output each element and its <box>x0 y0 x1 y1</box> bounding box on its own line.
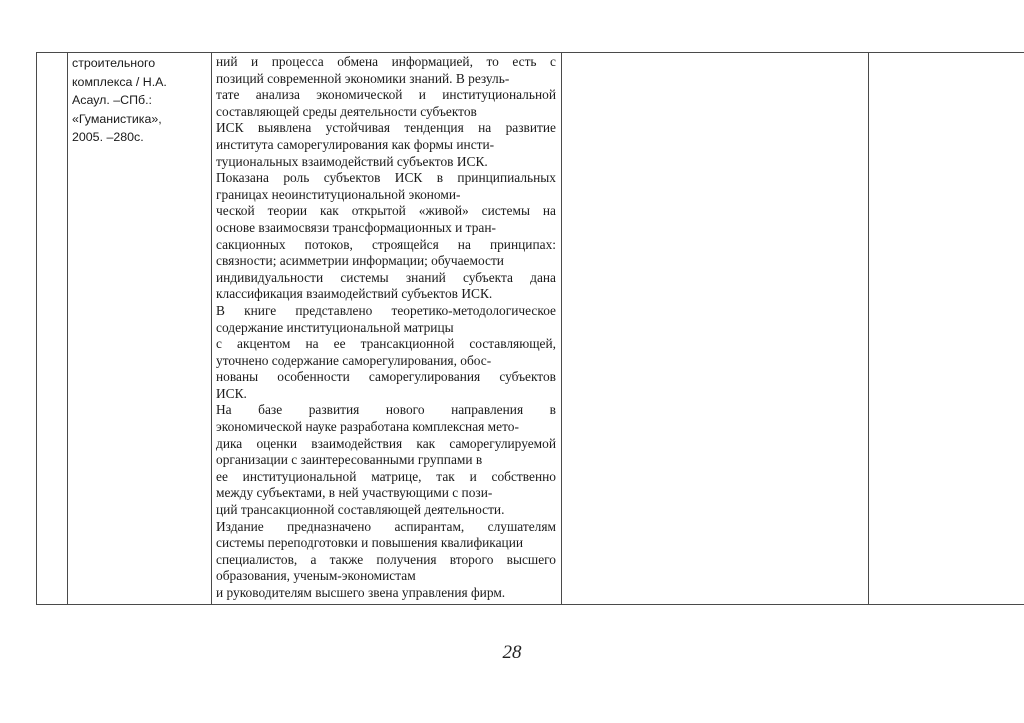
column-divider <box>561 53 562 604</box>
annotation-line: и руководителям высшего звена управления фирм. <box>216 585 506 600</box>
annotation-line: дика оценки взаимодействия как саморегулируемой <box>216 435 556 451</box>
annotation-line: ее институциональной матрице, так и собственно <box>216 468 556 484</box>
annotation-line: позиций современной экономики знаний. В резуль- <box>216 70 510 86</box>
annotation-line: экономической науке разработана комплексная мето- <box>216 419 519 435</box>
citation-line: Асаул. –СПб.: <box>72 93 152 108</box>
annotation-line: ИСК выявлена устойчивая тенденция на развитие <box>216 120 556 136</box>
annotation-line: Показана роль субъектов ИСК в принципиальных <box>216 170 556 186</box>
column-divider <box>67 53 68 604</box>
annotation-line: туциональных взаимодействий субъектов ИСК. <box>216 153 488 169</box>
annotation-line: классификация взаимодействий субъектов ИСК. <box>216 286 493 302</box>
annotation-line: ний и процесса обмена информацией, то есть с <box>216 54 556 69</box>
annotation-line: сакционных потоков, строящейся на принципах: <box>216 236 556 252</box>
annotation-line: ций трансакционной составляющей деятельности. <box>216 502 505 518</box>
page-number: 28 <box>502 642 522 663</box>
annotation-line: организации с заинтересованными группами в <box>216 452 483 468</box>
annotation-line: ческой теории как открытой «живой» системы на <box>216 203 556 219</box>
annotation-line: индивидуальности системы знаний субъекта дана <box>216 269 556 285</box>
annotation-line: основе взаимосвязи трансформационных и тран- <box>216 219 496 235</box>
annotation-line: составляющей среды деятельности субъектов <box>216 103 477 119</box>
annotation-line: образования, ученым-экономистам <box>216 568 416 584</box>
citation-line: строительного <box>72 56 156 70</box>
citation-cell <box>72 54 212 147</box>
citation-line: комплекса / Н.А. <box>72 74 167 89</box>
annotation-line: ИСК. <box>216 385 247 401</box>
annotation-line: с акцентом на ее трансакционной составляющей, <box>216 336 556 352</box>
annotation-line: связности; асимметрии информации; обучаемости <box>216 253 504 269</box>
annotation-line: нованы особенности саморегулирования субъектов <box>216 369 556 385</box>
annotation-line: На базе развития нового направления в <box>216 402 556 418</box>
annotation-line: уточнено содержание саморегулирования, обос- <box>216 352 492 368</box>
annotation-line: специалистов, а также получения второго высшего <box>216 551 556 567</box>
annotation-line: содержание институциональной матрицы <box>216 319 454 335</box>
bibliography-table <box>36 52 1024 605</box>
annotation-line: В книге представлено теоретико-методологическое <box>216 302 556 318</box>
annotation-line: института саморегулирования как формы инсти- <box>216 136 495 152</box>
annotation-line: Издание предназначено аспирантам, слушателям <box>216 518 556 534</box>
citation-line: «Гуманистика», <box>72 111 162 126</box>
citation-line: 2005. –280с. <box>72 130 144 145</box>
annotation-line: границах неоинституциональной экономи- <box>216 186 461 202</box>
annotation-line: системы переподготовки и повышения квалификации <box>216 535 524 551</box>
column-divider <box>868 53 869 604</box>
annotation-line: между субъектами, в ней участвующими с пози- <box>216 485 493 501</box>
annotation-cell <box>216 54 556 602</box>
annotation-line: тате анализа экономической и институциональной <box>216 87 556 103</box>
